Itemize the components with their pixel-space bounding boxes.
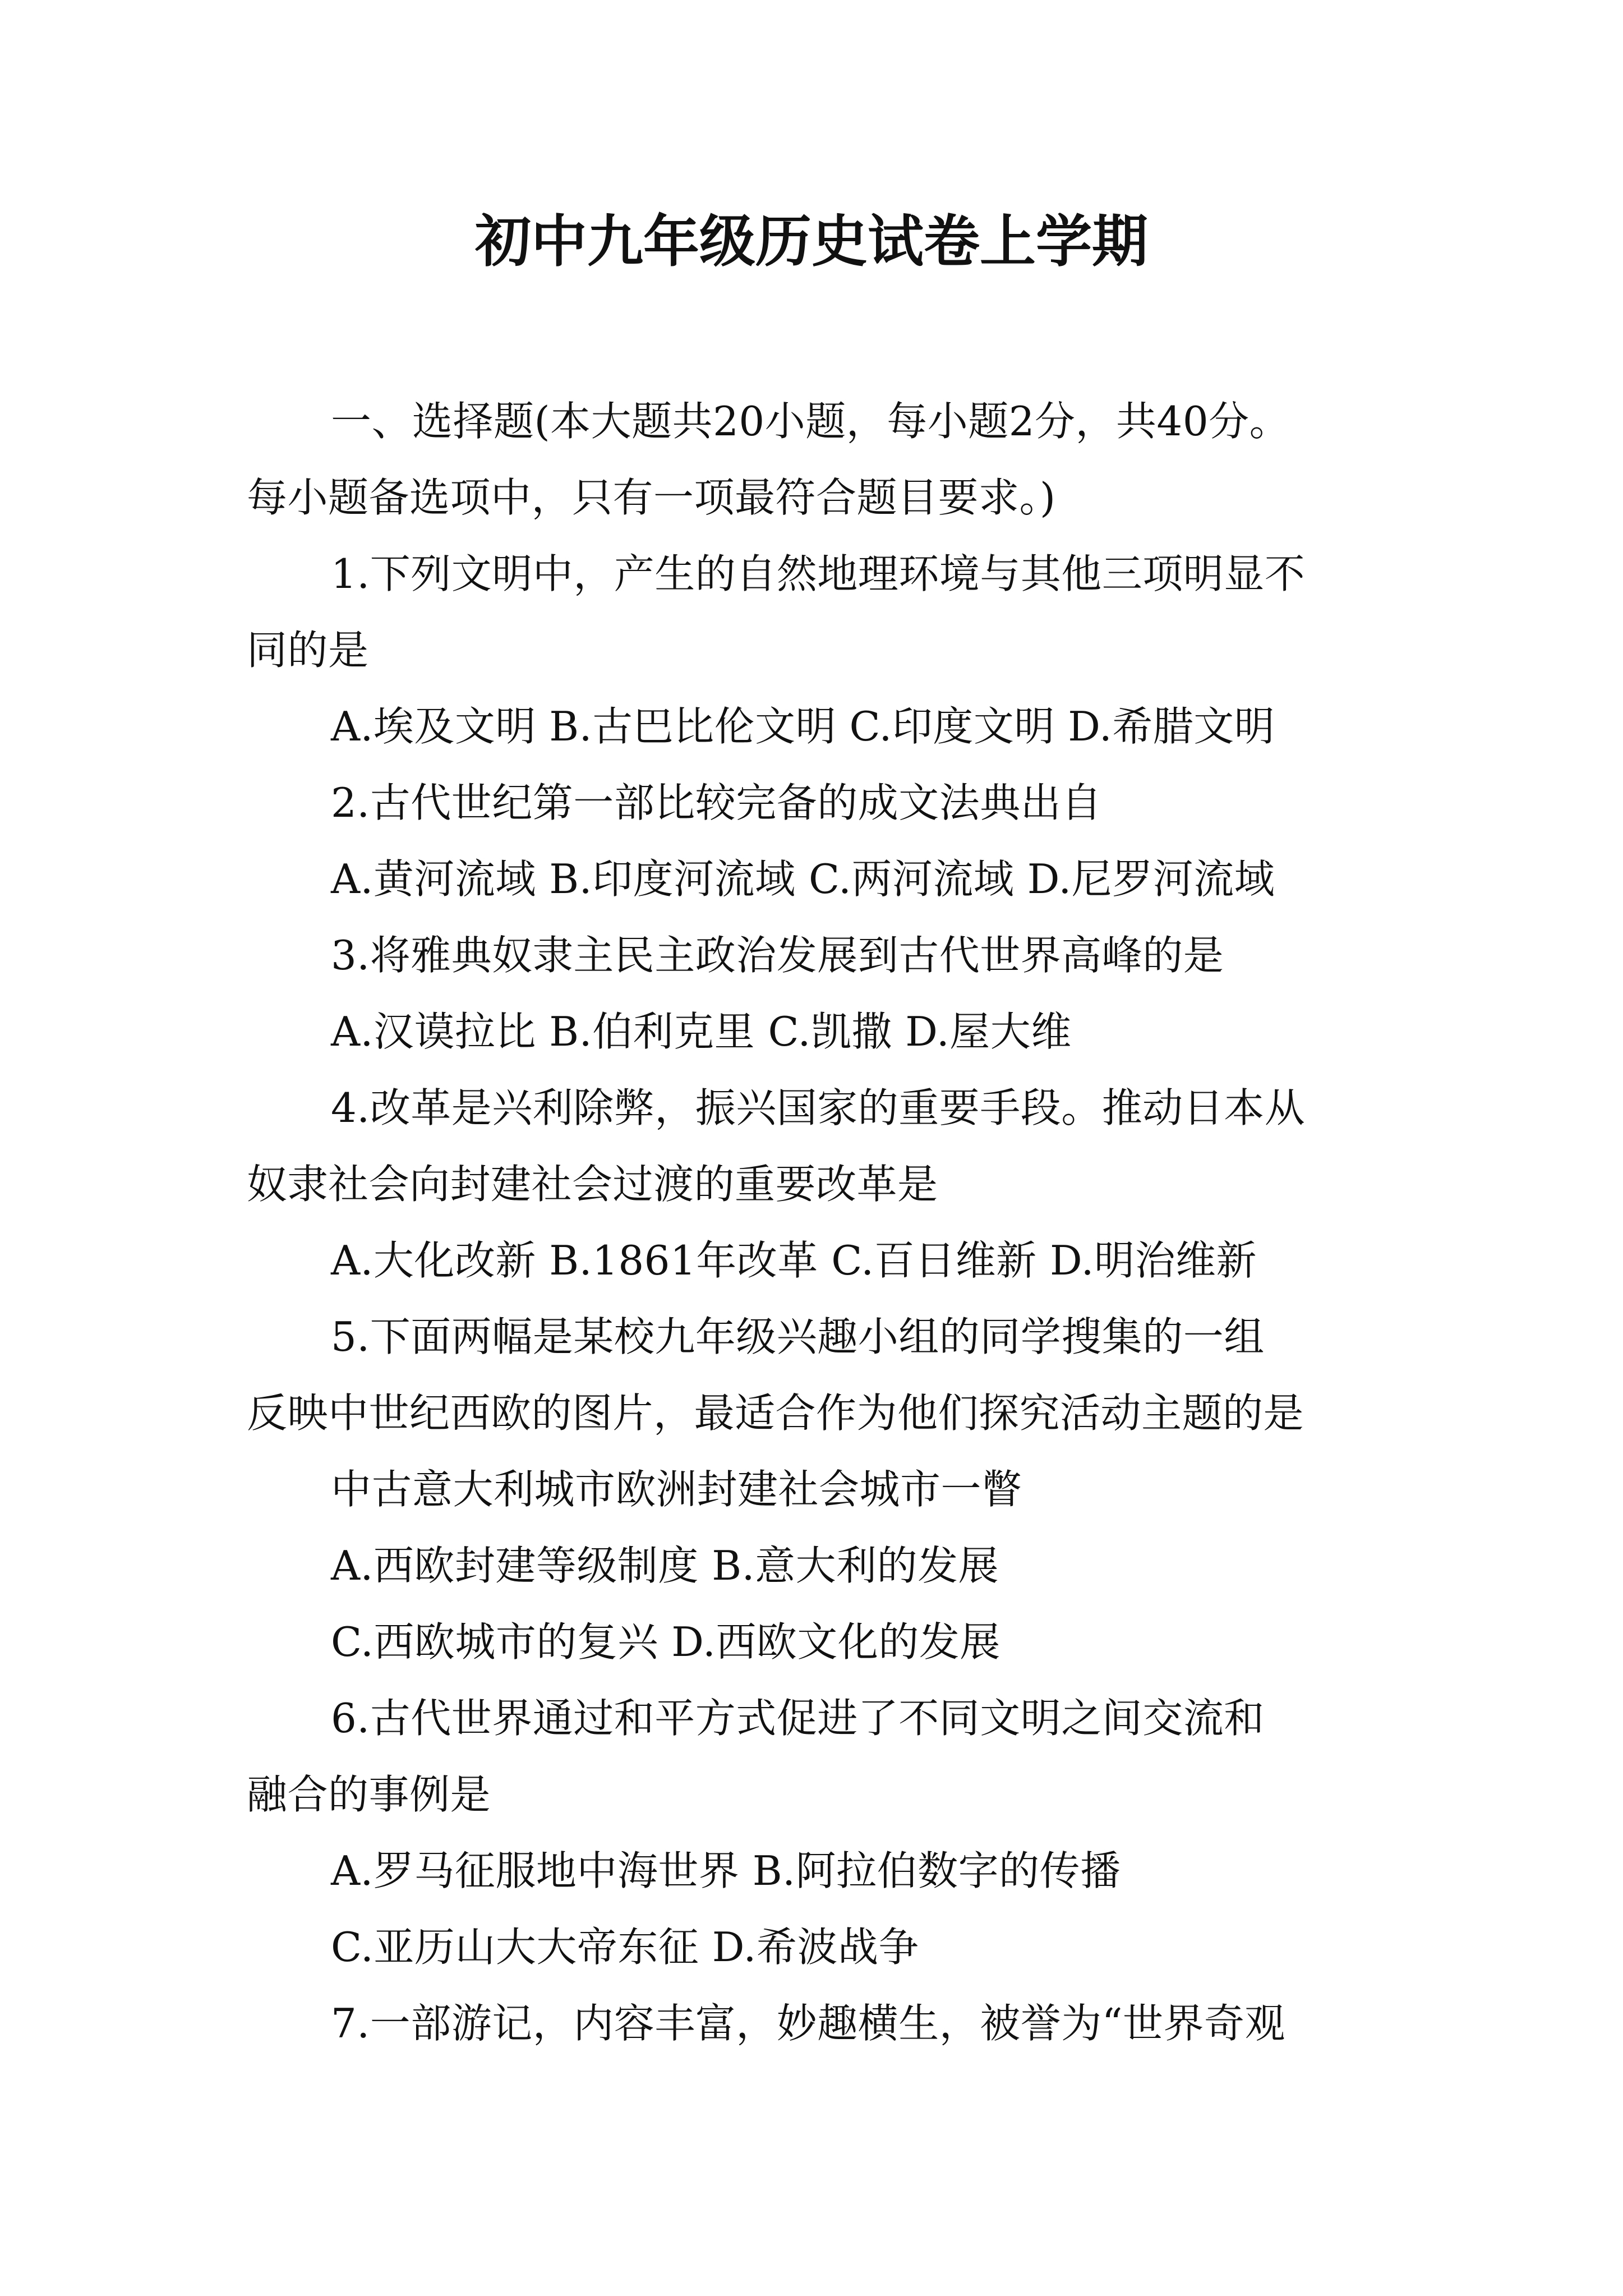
document-line: 5.下面两幅是某校九年级兴趣小组的同学搜集的一组 bbox=[331, 1313, 1265, 1360]
document-line: C.亚历山大大帝东征 D.希波战争 bbox=[331, 1924, 919, 1971]
document-line: 同的是 bbox=[247, 627, 369, 674]
document-line: 7.一部游记，内容丰富，妙趣横生，被誉为“世界奇观 bbox=[331, 2000, 1286, 2047]
document-line: C.西欧城市的复兴 D.西欧文化的发展 bbox=[331, 1618, 1000, 1665]
document-line: 一、选择题(本大题共20小题，每小题2分，共40分。 bbox=[331, 398, 1290, 445]
document-line: A.西欧封建等级制度 B.意大利的发展 bbox=[331, 1542, 999, 1589]
document-line: A.黄河流域 B.印度河流域 C.两河流域 D.尼罗河流域 bbox=[331, 855, 1275, 903]
document-line: 6.古代世界通过和平方式促进了不同文明之间交流和 bbox=[331, 1695, 1265, 1742]
document-line: A.埃及文明 B.古巴比伦文明 C.印度文明 D.希腊文明 bbox=[331, 703, 1275, 750]
document-line: 每小题备选项中，只有一项最符合题目要求。) bbox=[247, 474, 1056, 521]
document-line: A.罗马征服地中海世界 B.阿拉伯数字的传播 bbox=[331, 1847, 1121, 1894]
document-title: 初中九年级历史试卷上学期 bbox=[475, 208, 1148, 274]
document-line: 2.古代世纪第一部比较完备的成文法典出自 bbox=[331, 779, 1102, 826]
document-line: 融合的事例是 bbox=[247, 1771, 491, 1818]
document-line: 反映中世纪西欧的图片，最适合作为他们探究活动主题的是 bbox=[247, 1389, 1304, 1437]
document-line: 3.将雅典奴隶主民主政治发展到古代世界高峰的是 bbox=[331, 932, 1224, 979]
document-line: 1.下列文明中，产生的自然地理环境与其他三项明显不 bbox=[331, 550, 1306, 597]
document-body bbox=[247, 383, 1396, 2062]
document-line: 4.改革是兴利除弊，振兴国家的重要手段。推动日本从 bbox=[331, 1084, 1306, 1131]
document-line: 奴隶社会向封建社会过渡的重要改革是 bbox=[247, 1161, 938, 1208]
document-line: A.大化改新 B.1861年改革 C.百日维新 D.明治维新 bbox=[331, 1237, 1257, 1284]
document-line: A.汉谟拉比 B.伯利克里 C.凯撒 D.屋大维 bbox=[331, 1008, 1072, 1055]
document-line: 中古意大利城市欧洲封建社会城市一瞥 bbox=[331, 1466, 1022, 1513]
